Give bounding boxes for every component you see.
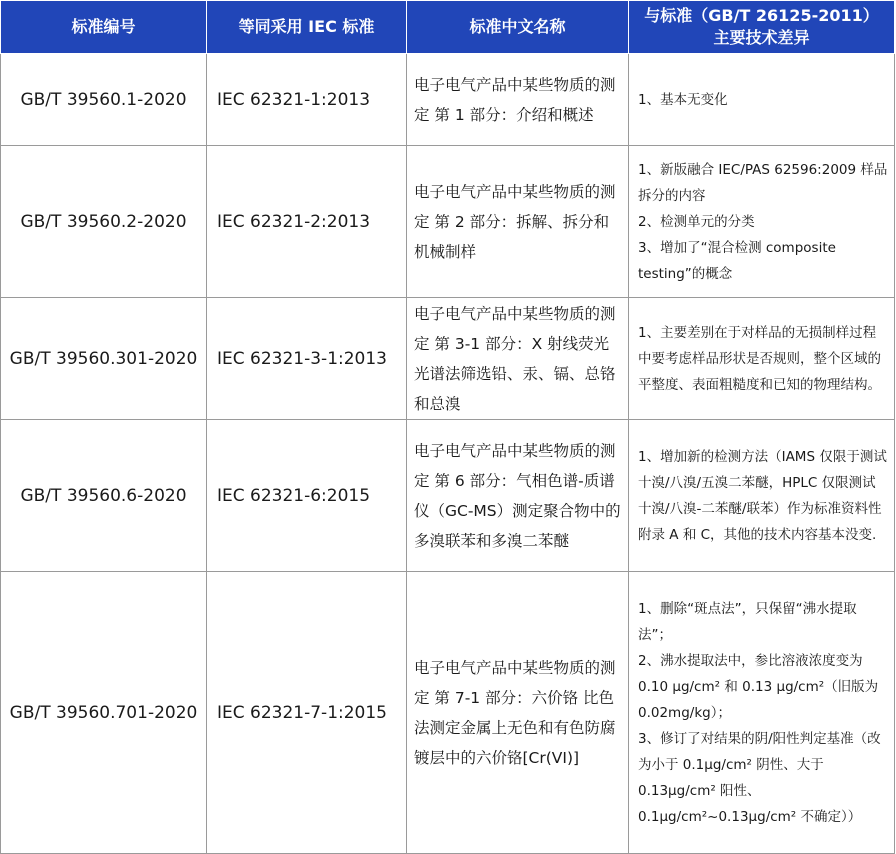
table-row: [1, 298, 895, 420]
iec-standard-cell: IEC 62321-6:2015: [207, 420, 407, 572]
iec-standard-cell: IEC 62321-1:2013: [207, 54, 407, 146]
difference-item: 1、基本无变化: [638, 91, 728, 108]
standard-number-cell: GB/T 39560.1-2020: [1, 54, 207, 146]
header-standard-number: 标准编号: [1, 1, 207, 54]
chinese-name-cell: 电子电气产品中某些物质的测定 第 6 部分：气相色谱-质谱仪（GC-MS）测定聚合物中的多溴联苯和多溴二苯醚: [407, 420, 629, 572]
differences-cell: [629, 146, 895, 298]
header-row: [1, 1, 895, 54]
table-row: [1, 572, 895, 854]
chinese-name-cell: 电子电气产品中某些物质的测定 第 7-1 部分：六价铬 比色法测定金属上无色和有色防腐镀层中的六价铬[Cr(VI)]: [407, 572, 629, 854]
difference-item: 1、主要差别在于对样品的无损制样过程中要考虑样品形状是否规则，整个区域的平整度、表面粗糙度和已知的物理结构。: [638, 324, 881, 393]
standard-number-cell: GB/T 39560.6-2020: [1, 420, 207, 572]
standard-number-cell: GB/T 39560.301-2020: [1, 298, 207, 420]
differences-cell: [629, 572, 895, 854]
differences-cell: [629, 298, 895, 420]
table-row: [1, 146, 895, 298]
difference-item: 2、检测单元的分类: [638, 213, 755, 230]
difference-item: 2、沸水提取法中，参比溶液浓度变为 0.10 μg/cm² 和 0.13 μg/cm²（旧版为 0.02mg/kg）；: [638, 652, 879, 721]
difference-item: 1、删除“斑点法”，只保留“沸水提取法”；: [638, 600, 857, 643]
differences-cell: [629, 54, 895, 146]
difference-item: 3、修订了对结果的阴/阳性判定基准（改为小于 0.1μg/cm² 阴性、大于 0.13μg/cm² 阳性、0.1μg/cm²~0.13μg/cm² 不确定））: [638, 730, 881, 825]
header-chinese-name: 标准中文名称: [407, 1, 629, 54]
iec-standard-cell: IEC 62321-3-1:2013: [207, 298, 407, 420]
standard-number-cell: GB/T 39560.2-2020: [1, 146, 207, 298]
differences-cell: [629, 420, 895, 572]
iec-standard-cell: IEC 62321-2:2013: [207, 146, 407, 298]
table-body: [1, 54, 895, 854]
table-row: [1, 420, 895, 572]
difference-item: 1、增加新的检测方法（IAMS 仅限于测试十溴/八溴/五溴二苯醚，HPLC 仅限测试十溴/八溴-二苯醚/联苯）作为标准资料性附录 A 和 C，其他的技术内容基本没变.: [638, 448, 887, 543]
header-technical-differences: 与标准（GB/T 26125-2011）主要技术差异: [629, 1, 895, 54]
header-iec-equivalent: 等同采用 IEC 标准: [207, 1, 407, 54]
difference-item: 3、增加了“混合检测 composite testing”的概念: [638, 239, 836, 282]
iec-standard-cell: IEC 62321-7-1:2015: [207, 572, 407, 854]
chinese-name-cell: 电子电气产品中某些物质的测定 第 2 部分：拆解、拆分和机械制样: [407, 146, 629, 298]
chinese-name-cell: 电子电气产品中某些物质的测定 第 1 部分：介绍和概述: [407, 54, 629, 146]
difference-item: 1、新版融合 IEC/PAS 62596:2009 样品拆分的内容: [638, 161, 888, 204]
table-row: [1, 54, 895, 146]
table-header: [1, 1, 895, 54]
chinese-name-cell: 电子电气产品中某些物质的测定 第 3-1 部分：X 射线荧光光谱法筛选铅、汞、镉、总铬和总溴: [407, 298, 629, 420]
standard-number-cell: GB/T 39560.701-2020: [1, 572, 207, 854]
